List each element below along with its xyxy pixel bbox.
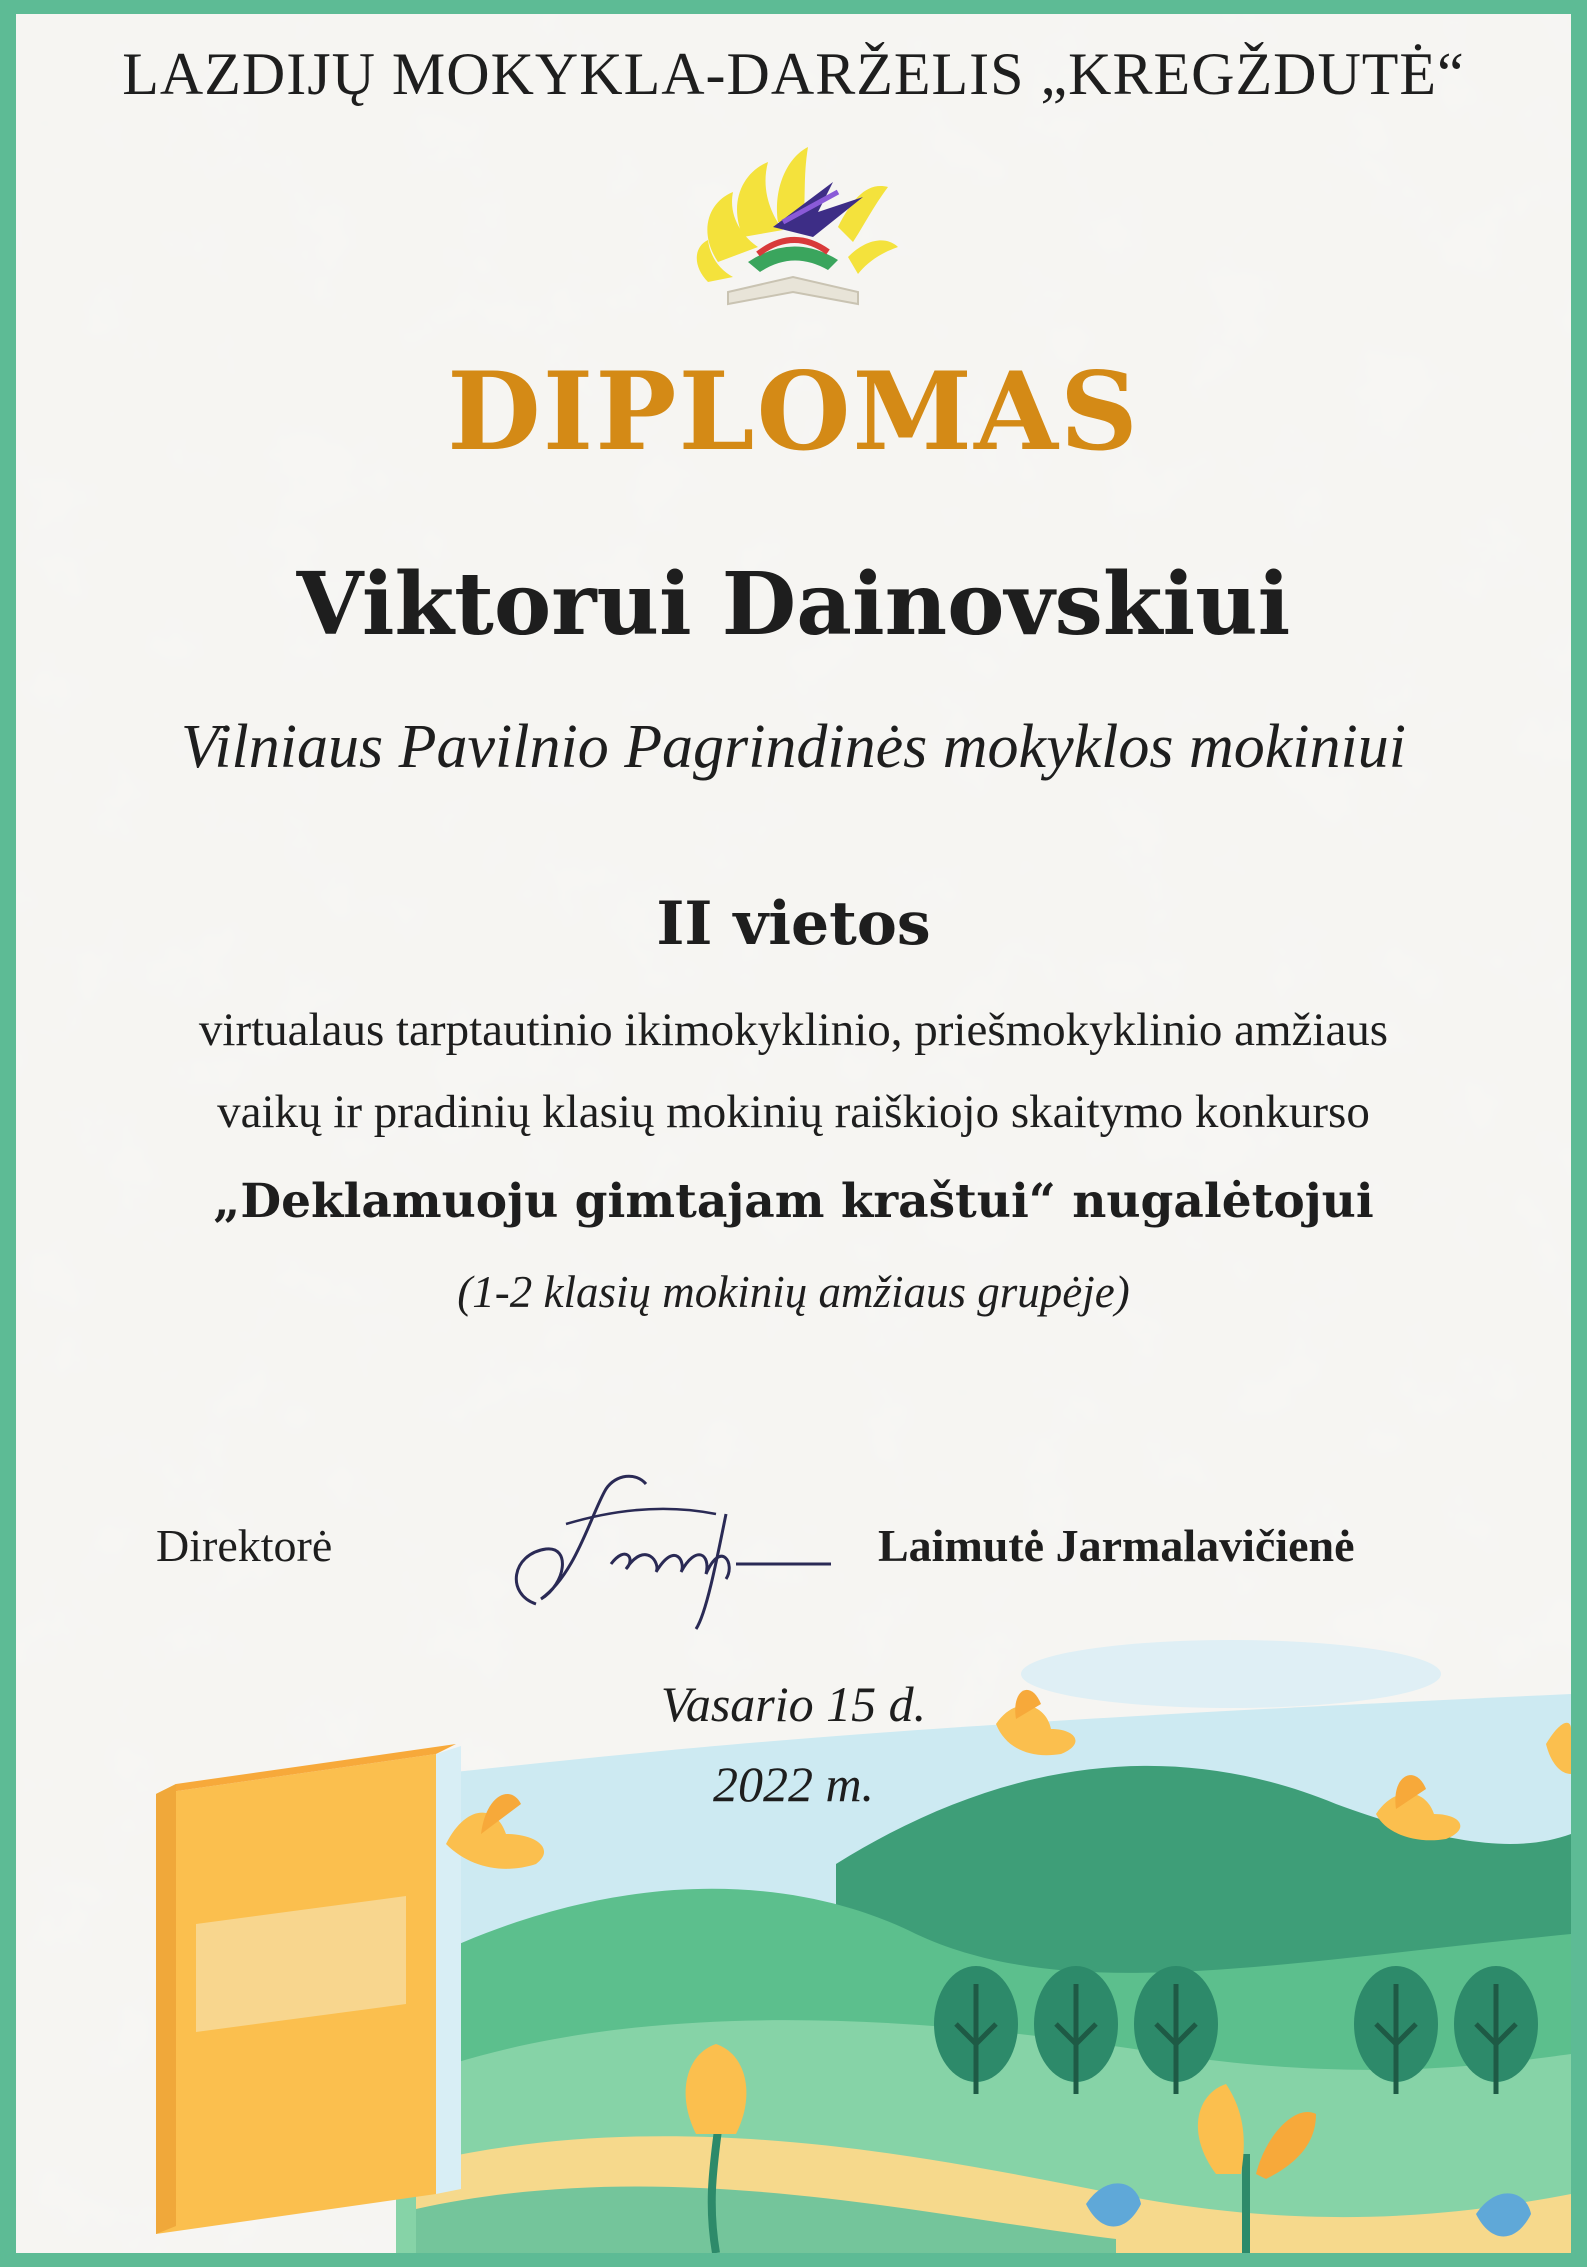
age-group: (1-2 klasių mokinių amžiaus grupėje) xyxy=(457,1267,1130,1317)
date-line: Vasario 15 d. xyxy=(660,1676,927,1732)
school-name: LAZDIJŲ MOKYKLA-DARŽELIS „KREGŽDUTĖ“ xyxy=(122,41,1465,107)
recipient-name: Viktorui Dainovskiui xyxy=(296,554,1291,655)
signer-role: Direktorė xyxy=(156,1520,333,1571)
issue-date xyxy=(16,1664,1571,1824)
swallow-book-logo-icon xyxy=(688,142,898,312)
diploma-paper xyxy=(16,14,1571,2253)
award-place: II vietos xyxy=(656,889,931,959)
description-line: vaikų ir pradinių klasių mokinių raiškiojo skaitymo konkurso xyxy=(217,1086,1370,1138)
director-name: Laimutė Jarmalavičienė xyxy=(878,1520,1355,1571)
recipient-school: Vilniaus Pavilnio Pagrindinės mokyklos mokiniui xyxy=(181,713,1406,781)
contest-name: „Deklamuoju gimtajam kraštui“ nugalėtojui xyxy=(213,1174,1374,1229)
diploma-title: DIPLOMAS xyxy=(447,349,1140,475)
handwritten-signature xyxy=(496,1454,836,1644)
description-line: virtualaus tarptautinio ikimokyklinio, priešmokyklinio amžiaus xyxy=(198,1004,1389,1056)
date-line: 2022 m. xyxy=(712,1756,875,1812)
contest-description xyxy=(16,989,1571,1153)
